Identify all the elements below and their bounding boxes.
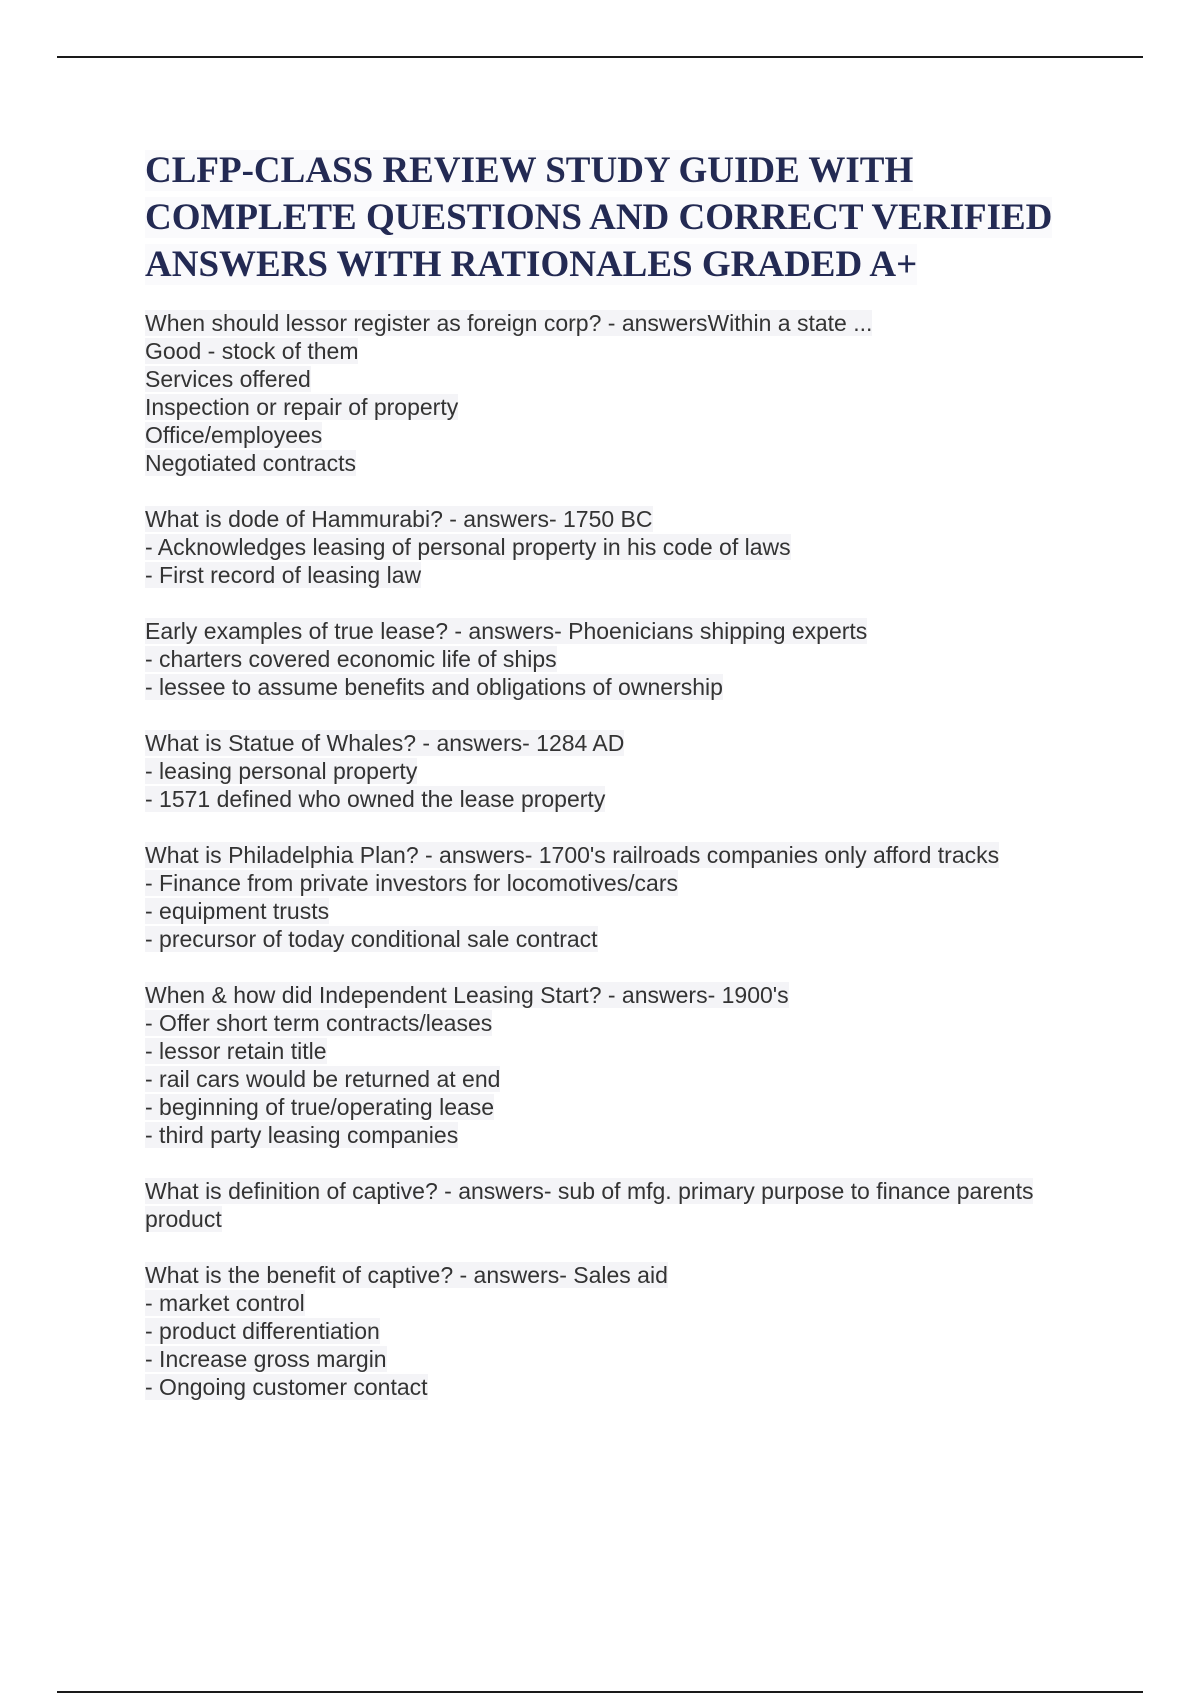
question-line [145,1177,1105,1233]
answer-line [145,757,1105,785]
answer-text: - charters covered economic life of ships [145,646,557,672]
qa-item [145,617,1105,701]
answer-text: - lessee to assume benefits and obligations of ownership [145,674,723,700]
answer-line [145,1093,1105,1121]
bottom-rule [57,1691,1143,1693]
question-text: What is Philadelphia Plan? - answers- 1700's railroads companies only afford tracks [145,842,1000,868]
answer-line [145,1037,1105,1065]
answer-line [145,1065,1105,1093]
answer-text: - First record of leasing law [145,562,422,588]
question-text: Early examples of true lease? - answers- Phoenicians shipping experts [145,618,868,644]
answer-text: Good - stock of them [145,338,359,364]
answer-line [145,1317,1105,1345]
question-text: What is Statue of Whales? - answers- 1284 AD [145,730,625,756]
answer-text: - 1571 defined who owned the lease property [145,786,606,812]
answer-line [145,533,1105,561]
answer-line [145,869,1105,897]
answer-line [145,673,1105,701]
question-text: What is definition of captive? - answers- sub of mfg. primary purpose to finance parents product [145,1178,1034,1232]
qa-item [145,1261,1105,1401]
answer-text: - third party leasing companies [145,1122,459,1148]
answer-line [145,1345,1105,1373]
question-line [145,505,1105,533]
question-text: What is the benefit of captive? - answers- Sales aid [145,1262,668,1288]
answer-line [145,337,1105,365]
qa-item [145,309,1105,477]
answer-text: - leasing personal property [145,758,418,784]
question-line [145,729,1105,757]
answer-text: Services offered [145,366,311,392]
qa-item [145,729,1105,813]
qa-item [145,1177,1105,1233]
qa-item [145,505,1105,589]
qa-item [145,981,1105,1149]
answer-text: - product differentiation [145,1318,380,1344]
answer-text: Negotiated contracts [145,450,356,476]
question-line [145,617,1105,645]
answer-line [145,785,1105,813]
answer-text: - Ongoing customer contact [145,1374,428,1400]
answer-text: - Offer short term contracts/leases [145,1010,493,1036]
title-block [145,147,1105,288]
answer-text: Office/employees [145,422,323,448]
question-line [145,1261,1105,1289]
answer-text: - beginning of true/operating lease [145,1094,495,1120]
answer-text: - Finance from private investors for locomotives/cars [145,870,679,896]
answer-line [145,1121,1105,1149]
answer-line [145,1373,1105,1401]
answer-line [145,365,1105,393]
answer-line [145,1289,1105,1317]
answer-line [145,645,1105,673]
top-rule [57,56,1143,58]
question-text: What is dode of Hammurabi? - answers- 1750 BC [145,506,653,532]
answer-text: - precursor of today conditional sale contract [145,926,598,952]
qa-list [145,309,1105,1401]
answer-line [145,897,1105,925]
answer-text: - Acknowledges leasing of personal property in his code of laws [145,534,791,560]
answer-text: Inspection or repair of property [145,394,459,420]
question-line [145,841,1105,869]
answer-text: - lessor retain title [145,1038,327,1064]
question-text: When & how did Independent Leasing Start? - answers- 1900's [145,982,789,1008]
question-text: When should lessor register as foreign corp? - answersWithin a state ... [145,310,873,336]
answer-text: - market control [145,1290,305,1316]
document-body [145,147,1105,1429]
answer-line [145,561,1105,589]
qa-item [145,841,1105,953]
answer-text: - equipment trusts [145,898,330,924]
answer-text: - Increase gross margin [145,1346,387,1372]
document-title: CLFP-CLASS REVIEW STUDY GUIDE WITH COMPLETE QUESTIONS AND CORRECT VERIFIED ANSWERS WITH RATIONALES GRADED A+ [145,150,1053,285]
answer-line [145,1009,1105,1037]
answer-line [145,393,1105,421]
question-line [145,981,1105,1009]
answer-text: - rail cars would be returned at end [145,1066,501,1092]
question-line [145,309,1105,337]
answer-line [145,449,1105,477]
answer-line [145,925,1105,953]
answer-line [145,421,1105,449]
